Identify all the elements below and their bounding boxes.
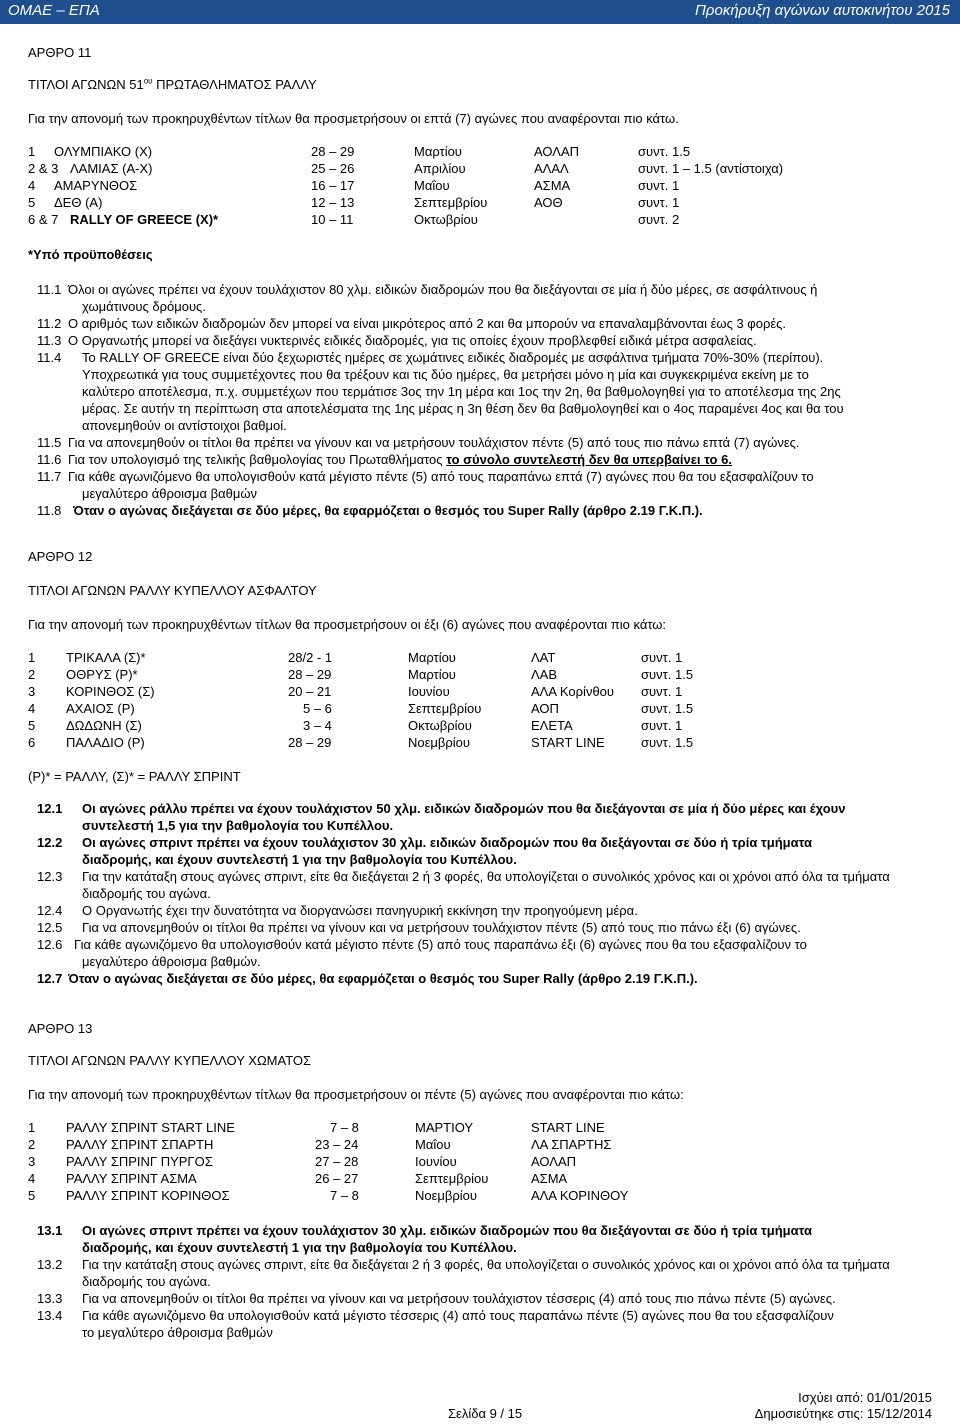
- article-13-subtitle: ΤΙΤΛΟΙ ΑΓΩΝΩΝ ΡΑΛΛΥ ΚΥΠΕΛΛΟΥ ΧΩΜΑΤΟΣ: [28, 1053, 312, 1068]
- coefficient-limit-emphasis: το σύνολο συντελεστή δεν θα υπερβαίνει το 6.: [446, 452, 732, 467]
- article-11-subtitle: ΤΙΤΛΟΙ ΑΓΩΝΩΝ $51^{o\upsilon}$ ΠΡΩΤΑΘΛΗΜΑΤΟΣ ΡΑΛΛΥ: [28, 76, 317, 92]
- event-row: 2 ΡΑΛΛΥ ΣΠΡΙΝΤ ΣΠΑΡΤΗ 23 – 24 Μαΐου ΛΑ ΣΠΑΡΤΗΣ: [28, 1137, 612, 1152]
- event-row: 6 ΠΑΛΑΔΙΟ (Ρ) 28 – 29 Νοεμβρίου START LINE συντ. 1.5: [28, 735, 694, 750]
- event-row: 3 ΚΟΡΙΝΘΟΣ (Σ) 20 – 21 Ιουνίου ΑΛΑ Κορίνθου συντ. 1: [28, 684, 683, 699]
- event-row: 5 ΡΑΛΛΥ ΣΠΡΙΝΤ ΚΟΡΙΝΘΟΣ 7 – 8 Νοεμβρίου ΑΛΑ ΚΟΡΙΝΘΟΥ: [28, 1188, 629, 1203]
- conditions-note: *Υπό προϋποθέσεις: [28, 247, 153, 262]
- event-row: 1 ΡΑΛΛΥ ΣΠΡΙΝΤ START LINE 7 – 8 ΜΑΡΤΙΟΥ START LINE: [28, 1120, 605, 1135]
- event-row: 2 ΟΘΡΥΣ (Ρ)* 28 – 29 Μαρτίου ΛΑΒ συντ. 1.5: [28, 667, 694, 682]
- event-row: 1 ΤΡΙΚΑΛΑ (Σ)* 28/2 - 1 Μαρτίου ΛΑΤ συντ. 1: [28, 650, 683, 665]
- event-row: 3 ΡΑΛΛΥ ΣΠΡΙΝΓ ΠΥΡΓΟΣ 27 – 28 Ιουνίου ΑΟΛΑΠ: [28, 1154, 577, 1169]
- event-row: 2 & 3 ΛΑΜΙΑΣ (Α-Χ) 25 – 26 Απριλίου ΑΛΑΛ συντ. 1 – 1.5 (αντίστοιχα): [28, 161, 784, 176]
- article-11-title: ΑΡΘΡΟ 11: [28, 45, 92, 60]
- published-date: Δημοσιεύτηκε στις: 15/12/2014: [754, 1406, 932, 1421]
- event-row: 4 ΑΜΑΡΥΝΘΟΣ 16 – 17 Μαΐου ΑΣΜΑ συντ. 1: [28, 178, 680, 193]
- article-13-title: ΑΡΘΡΟ 13: [28, 1021, 93, 1036]
- legend-note: (Ρ)* = ΡΑΛΛΥ, (Σ)* = ΡΑΛΛΥ ΣΠΡΙΝΤ: [28, 769, 241, 784]
- article-12-title: ΑΡΘΡΟ 12: [28, 549, 93, 564]
- event-row: 4 ΡΑΛΛΥ ΣΠΡΙΝΤ ΑΣΜΑ 26 – 27 Σεπτεμβρίου ΑΣΜΑ: [28, 1171, 568, 1186]
- event-row: 6 & 7 RALLY OF GREECE (Χ)* 10 – 11 Οκτωβρίου συντ. 2: [28, 212, 680, 227]
- valid-from: Ισχύει από: 01/01/2015: [798, 1390, 932, 1405]
- article-12-intro: Για την απονομή των προκηρυχθέντων τίτλων θα προσμετρήσουν οι έξι (6) αγώνες που αναφέρονται πιο κάτω:: [28, 617, 667, 632]
- article-13-intro: Για την απονομή των προκηρυχθέντων τίτλων θα προσμετρήσουν οι πέντε (5) αγώνες που αναφέρονται πιο κάτω:: [28, 1087, 684, 1102]
- header-org: ΟΜΑΕ – ΕΠΑ: [8, 2, 100, 19]
- event-row: 5 ΔΩΔΩΝΗ (Σ) 3 – 4 Οκτωβρίου ΕΛΕΤΑ συντ. 1: [28, 718, 683, 733]
- page-header: [0, 0, 960, 24]
- article-12-subtitle: ΤΙΤΛΟΙ ΑΓΩΝΩΝ ΡΑΛΛΥ ΚΥΠΕΛΛΟΥ ΑΣΦΑΛΤΟΥ: [28, 583, 317, 598]
- article-11-intro: Για την απονομή των προκηρυχθέντων τίτλων θα προσμετρήσουν οι επτά (7) αγώνες που αναφέρονται πιο κάτω.: [28, 111, 679, 126]
- header-doc-title: Προκήρυξη αγώνων αυτοκινήτου 2015: [695, 2, 950, 19]
- event-row: 4 ΑΧΑΙΟΣ (Ρ) 5 – 6 Σεπτεμβρίου ΑΟΠ συντ. 1.5: [28, 701, 694, 716]
- event-row: 5 ΔΕΘ (Α) 12 – 13 Σεπτεμβρίου ΑΟΘ συντ. 1: [28, 195, 680, 210]
- page-number: Σελίδα 9 / 15: [448, 1406, 523, 1421]
- event-row: 1 ΟΛΥΜΠΙΑΚΟ (Χ) 28 – 29 Μαρτίου ΑΟΛΑΠ συντ. 1.5: [28, 144, 691, 159]
